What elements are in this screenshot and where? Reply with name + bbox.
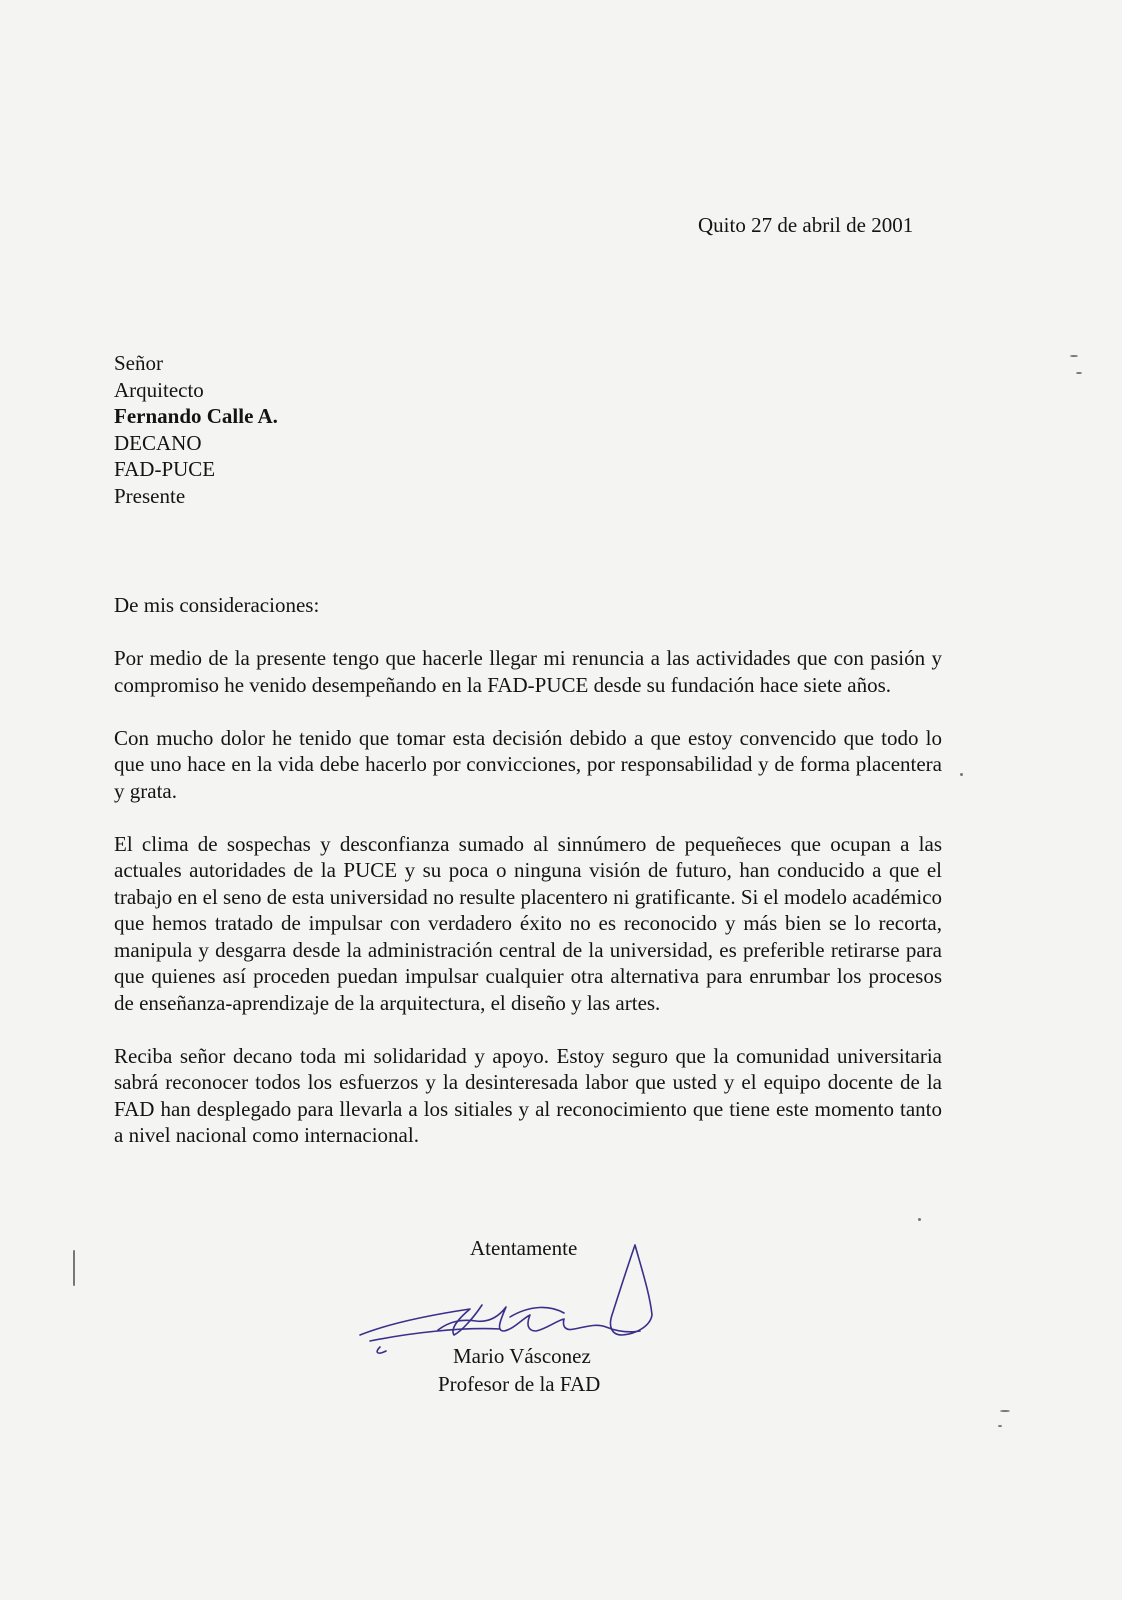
recipient-profession: Arquitecto (114, 377, 204, 402)
recipient-address (114, 350, 278, 510)
letter-date: Quito 27 de abril de 2001 (698, 213, 914, 237)
scan-speck (1000, 1410, 1010, 1412)
scan-speck (1070, 355, 1078, 357)
letter-body (114, 592, 942, 1175)
scan-speck (960, 773, 963, 776)
recipient-position: DECANO (114, 430, 202, 455)
scan-speck (918, 1218, 921, 1221)
signer-title: Profesor de la FAD (438, 1372, 601, 1396)
paragraph-2: Con mucho dolor he tenido que tomar esta decisión debido a que estoy convencido que todo lo que uno hace en la vida debe hacerlo por convicciones, por responsabilidad y de forma placentera y grata. (114, 725, 942, 803)
closing: Atentamente (470, 1236, 578, 1260)
paragraph-4: Reciba señor decano toda mi solidaridad y apoyo. Estoy seguro que la comunidad universitaria sabrá reconocer todos los esfuerzos y la desinteresada labor que usted y el equipo docente de la FAD han desplegado para llevarla a los sitiales y al reconocimiento que tiene este momento tanto a nivel nacional como internacional. (114, 1043, 942, 1147)
scan-speck (998, 1425, 1002, 1427)
recipient-salutation-title: Señor (114, 351, 163, 375)
recipient-presente: Presente (114, 483, 186, 508)
scan-speck (73, 1250, 75, 1286)
recipient-name: Fernando Calle A. (114, 404, 278, 429)
paragraph-1: Por medio de la presente tengo que hacerle llegar mi renuncia a las actividades que con pasión y compromiso he venido desempeñando en la FAD-PUCE desde su fundación hace siete años. (114, 646, 942, 697)
signer-name: Mario Vásconez (453, 1344, 591, 1368)
paragraph-3: El clima de sospechas y desconfianza sumado al sinnúmero de pequeñeces que ocupan a las actuales autoridades de la PUCE y su poca o ninguna visión de futuro, han conducido a que el trabajo en el seno de esta universidad no resulte placentero ni gratificante. Si el modelo académico que hemos tratado de impulsar con verdadero éxito no es reconocido y más bien se lo recorta, manipula y desgarra desde la administración central de la universidad, es preferible retirarse para que quienes así proceden puedan impulsar cualquier otra alternativa para enrumbar los procesos de enseñanza-aprendizaje de la arquitectura, el diseño y las artes. (114, 831, 943, 1015)
recipient-institution: FAD-PUCE (114, 457, 216, 482)
salutation: De mis consideraciones: (114, 593, 320, 617)
scan-speck (1076, 372, 1082, 374)
